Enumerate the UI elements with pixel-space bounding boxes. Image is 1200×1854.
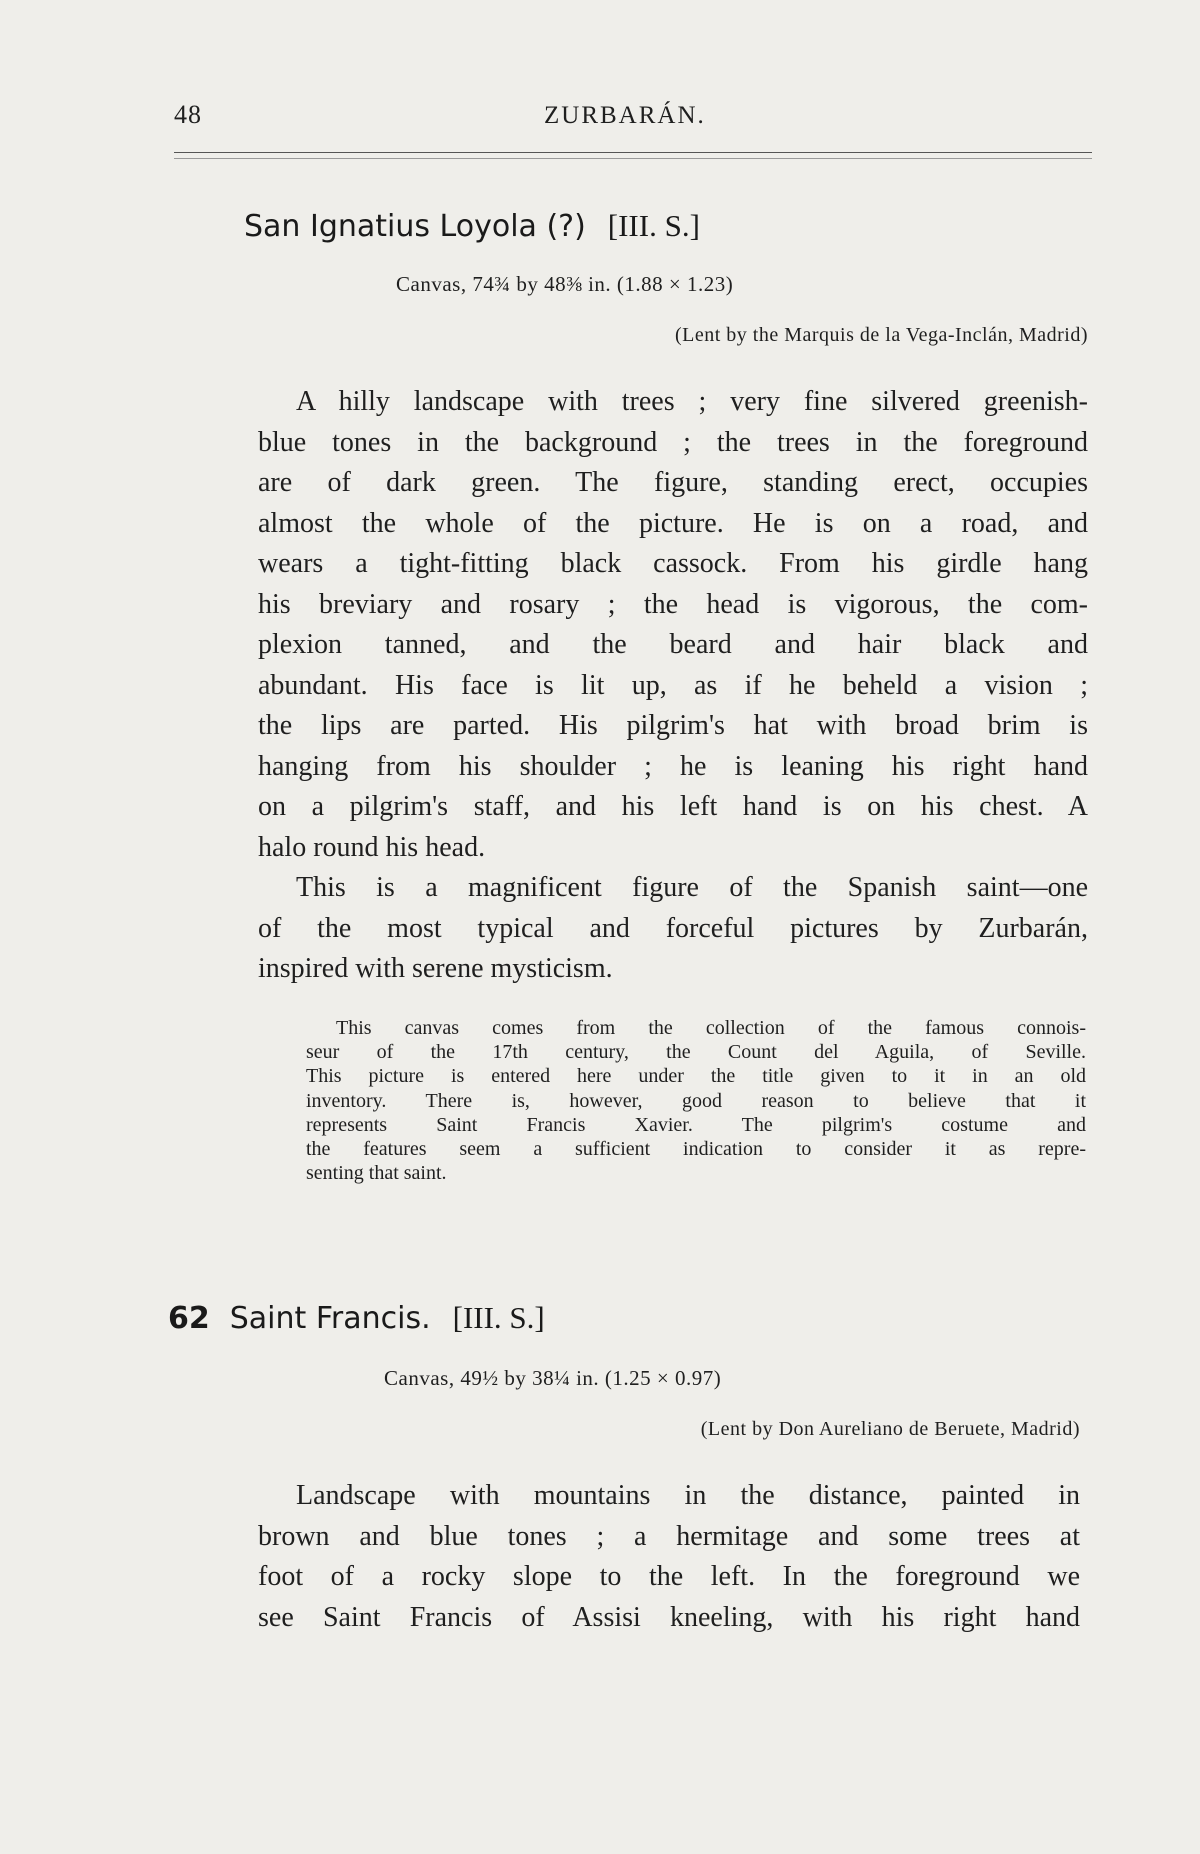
description-paragraph — [258, 1476, 1080, 1638]
canvas-dimensions: Canvas, 74¾ by 48⅜ in. (1.88 × 1.23) — [396, 272, 734, 296]
text-line: hanging from his shoulder ; he is leaning his right hand — [258, 750, 1088, 782]
text-line: inspired with serene mysticism. — [258, 953, 613, 984]
note-line: represents Saint Francis Xavier. The pilgrim's costume and — [306, 1113, 1086, 1136]
canvas-dimensions: Canvas, 49½ by 38¼ in. (1.25 × 0.97) — [384, 1366, 722, 1390]
entry-number: 62 — [168, 1301, 210, 1336]
header-rule-secondary — [174, 158, 1092, 159]
text-line: plexion tanned, and the beard and hair black and — [258, 629, 1088, 660]
entry-title — [168, 1300, 545, 1336]
entry-title-text: Saint Francis. — [229, 1301, 431, 1336]
entry-classification-tag: [III. S.] — [452, 1300, 545, 1335]
text-line: foot of a rocky slope to the left. In the foreground we — [258, 1561, 1080, 1592]
header-rule — [174, 152, 1092, 153]
note-line: This canvas comes from the collection of the famous connois- — [336, 1017, 1086, 1039]
entry-title-text: San Ignatius Loyola (?) — [244, 209, 586, 244]
text-line: see Saint Francis of Assisi kneeling, with his right hand — [258, 1601, 1080, 1633]
text-line: are of dark green. The figure, standing erect, occupies — [258, 467, 1088, 498]
note-line: inventory. There is, however, good reason to believe that it — [306, 1089, 1086, 1112]
page-number: 48 — [174, 100, 202, 129]
running-head: ZURBARÁN. — [544, 102, 706, 129]
lender-credit: (Lent by Don Aureliano de Beruete, Madrid) — [700, 1418, 1080, 1440]
text-line: brown and blue tones ; a hermitage and some trees at — [258, 1520, 1080, 1552]
page-header — [174, 100, 1094, 140]
note-line: the features seem a sufficient indication to consider it as repre- — [306, 1138, 1086, 1161]
text-line: his breviary and rosary ; the head is vigorous, the com- — [258, 588, 1088, 620]
text-line: halo round his head. — [258, 831, 486, 863]
note-line: seur of the 17th century, the Count del Aguila, of Seville. — [306, 1041, 1086, 1064]
text-line: abundant. His face is lit up, as if he beheld a vision ; — [258, 669, 1088, 701]
description-paragraph — [258, 382, 1088, 868]
text-line: the lips are parted. His pilgrim's hat with broad brim is — [258, 710, 1088, 741]
text-line: of the most typical and forceful pictures by Zurbarán, — [258, 912, 1088, 944]
text-line: almost the whole of the picture. He is on a road, and — [258, 507, 1088, 539]
entry-classification-tag: [III. S.] — [607, 208, 700, 243]
note-line: This picture is entered here under the title given to it in an old — [306, 1065, 1086, 1088]
note-line: senting that saint. — [306, 1162, 447, 1185]
text-line: blue tones in the background ; the trees in the foreground — [258, 426, 1088, 458]
entry-title — [244, 208, 700, 244]
text-line: wears a tight-fitting black cassock. From his girdle hang — [258, 548, 1088, 579]
text-line: Landscape with mountains in the distance, painted in — [296, 1480, 1080, 1511]
text-line: on a pilgrim's staff, and his left hand is on his chest. A — [258, 791, 1088, 822]
commentary-paragraph — [258, 868, 1088, 990]
text-line: This is a magnificent figure of the Spanish saint—one — [296, 872, 1088, 903]
lender-credit: (Lent by the Marquis de la Vega-Inclán, Madrid) — [674, 324, 1088, 346]
text-line: A hilly landscape with trees ; very fine silvered greenish- — [296, 386, 1088, 417]
provenance-note — [306, 1016, 1086, 1185]
